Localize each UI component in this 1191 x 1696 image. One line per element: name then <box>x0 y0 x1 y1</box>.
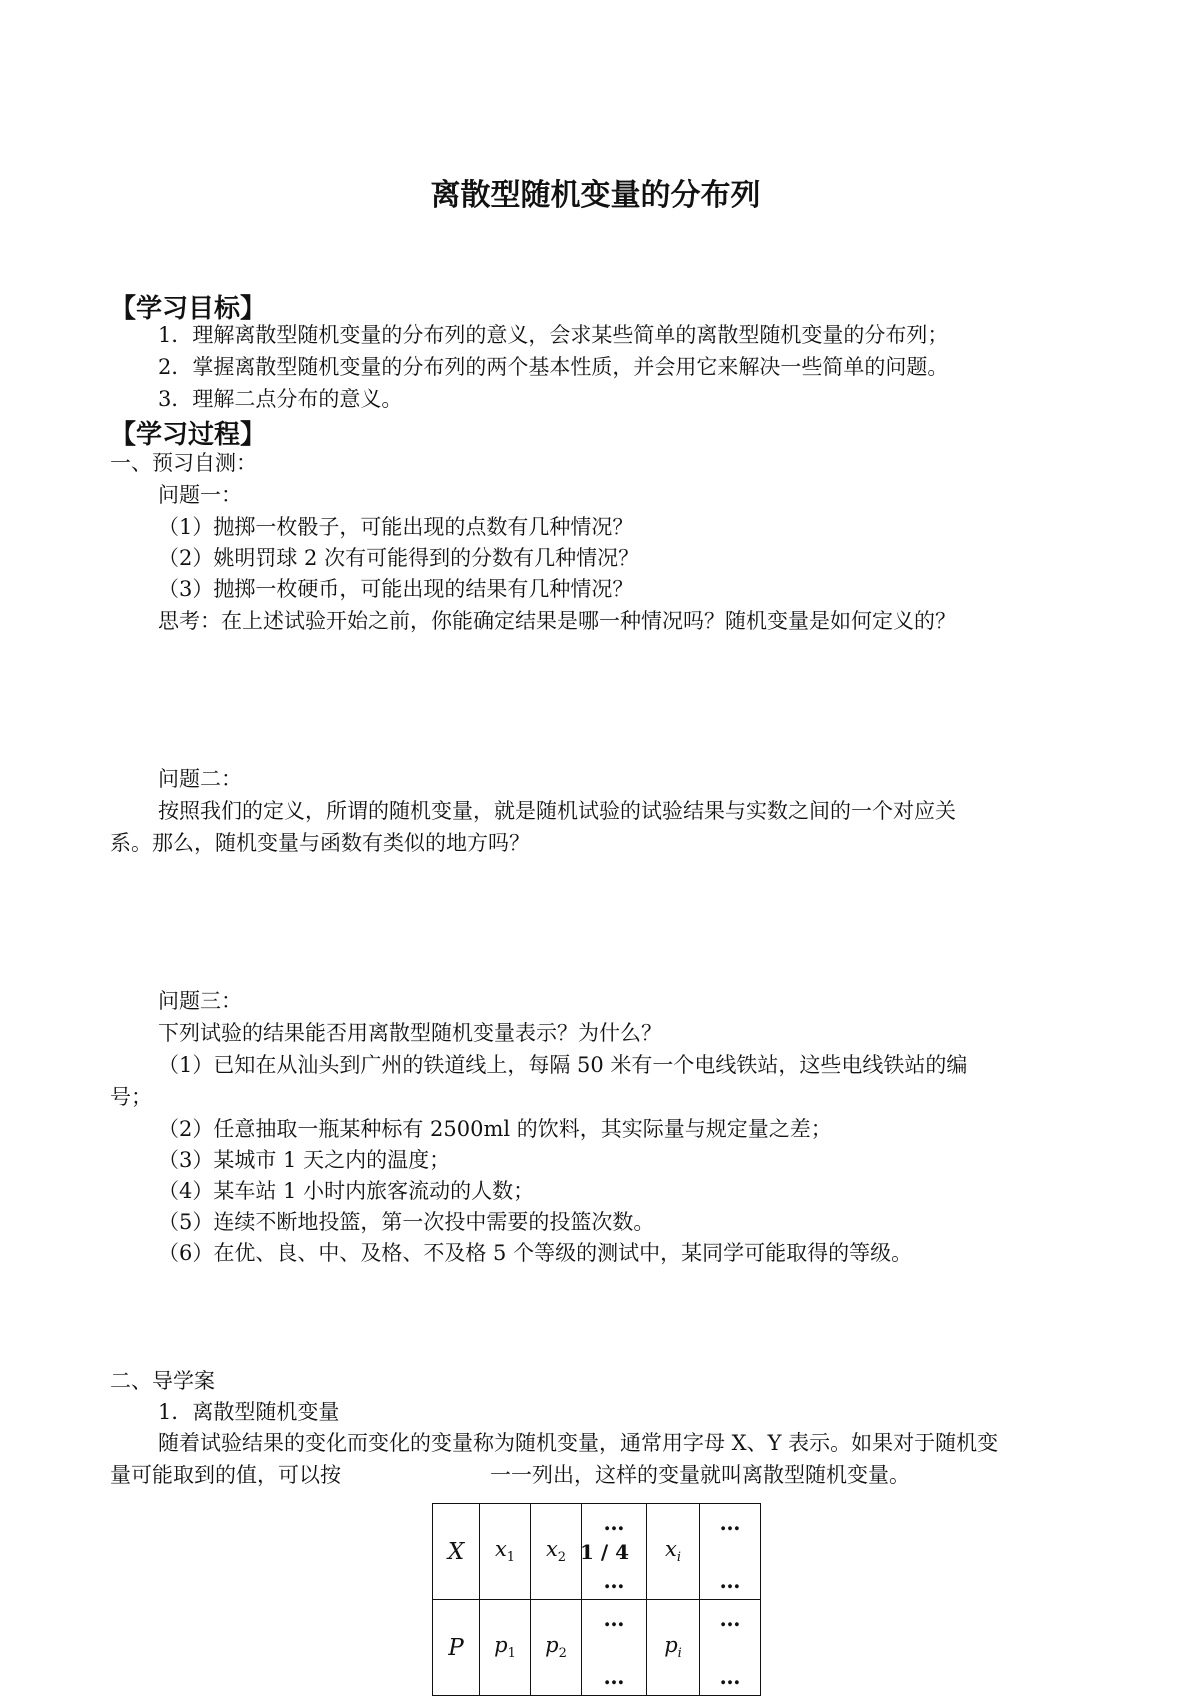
question-3-intro: 下列试验的结果能否用离散型随机变量表示？为什么？ <box>158 1021 662 1045</box>
cell-p2: $p_2$ <box>531 1600 582 1696</box>
question-1-item-3: （3）抛掷一枚硬币，可能出现的结果有几种情况？ <box>158 577 634 601</box>
guide-subheading: 1．离散型随机变量 <box>158 1400 340 1424</box>
page-title: 离散型随机变量的分布列 <box>430 178 761 213</box>
table-row-p <box>433 1600 761 1696</box>
question-3-item-5: （5）连续不断地投篮，第一次投中需要的投篮次数。 <box>158 1210 655 1234</box>
question-2-label: 问题二： <box>158 767 242 791</box>
cell-x1: $x_1$ <box>480 1504 531 1600</box>
question-1-item-1: （1）抛掷一枚骰子，可能出现的点数有几种情况？ <box>158 515 634 539</box>
question-1-think: 思考：在上述试验开始之前，你能确定结果是哪一种情况吗？随机变量是如何定义的？ <box>158 609 956 633</box>
question-2-line-2: 系。那么，随机变量与函数有类似的地方吗？ <box>110 831 530 855</box>
question-3-item-3: （3）某城市 1 天之内的温度； <box>158 1148 451 1172</box>
question-3-item-6: （6）在优、良、中、及格、不及格 5 个等级的测试中，某同学可能取得的等级。 <box>158 1241 913 1265</box>
guide-line-2-part-a: 量可能取到的值，可以按 <box>110 1463 341 1487</box>
objective-1: 1．理解离散型随机变量的分布列的意义，会求某些简单的离散型随机变量的分布列； <box>158 323 949 347</box>
cell-xi: $x_i$ <box>647 1504 700 1600</box>
question-3-item-4: （4）某车站 1 小时内旅客流动的人数； <box>158 1179 535 1203</box>
objectives-heading: 【学习目标】 <box>110 294 267 324</box>
cell-p1: $p_1$ <box>480 1600 531 1696</box>
guide-line-2-part-b: 一一列出，这样的变量就叫离散型随机变量。 <box>490 1463 910 1487</box>
objective-2: 2．掌握离散型随机变量的分布列的两个基本性质，并会用它来解决一些简单的问题。 <box>158 355 949 379</box>
cell-x-dots-2: … … <box>700 1504 761 1600</box>
cell-x-dots-1: … … <box>582 1504 647 1600</box>
question-2-line-1: 按照我们的定义，所谓的随机变量，就是随机试验的试验结果与实数之间的一个对应关 <box>158 799 956 823</box>
objective-3: 3．理解二点分布的意义。 <box>158 387 403 411</box>
question-3-item-2: （2）任意抽取一瓶某种标有 2500ml 的饮料，其实际量与规定量之差； <box>158 1117 832 1141</box>
question-1-label: 问题一： <box>158 483 242 507</box>
question-3-label: 问题三： <box>158 989 242 1013</box>
cell-x2: $x_2$ <box>531 1504 582 1600</box>
row-x-label: X <box>433 1504 480 1600</box>
cell-p-dots-2: … … <box>700 1600 761 1696</box>
question-3-item-1-line-2: 号； <box>110 1085 152 1109</box>
question-3-item-1-line-1: （1）已知在从汕头到广州的铁道线上，每隔 50 米有一个电线铁站，这些电线铁站的编 <box>158 1053 968 1077</box>
guide-heading: 二、导学案 <box>110 1369 215 1393</box>
guide-line-1: 随着试验结果的变化而变化的变量称为随机变量，通常用字母 X、Y 表示。如果对于随机变 <box>158 1431 999 1455</box>
process-heading: 【学习过程】 <box>110 420 267 450</box>
question-1-item-2: （2）姚明罚球 2 次有可能得到的分数有几种情况？ <box>158 546 640 570</box>
page-number: 1 / 4 <box>580 1540 630 1564</box>
row-p-label: P <box>433 1600 480 1696</box>
distribution-table <box>432 1503 761 1696</box>
preview-heading: 一、预习自测： <box>110 451 257 475</box>
cell-pi: $p_i$ <box>647 1600 700 1696</box>
cell-p-dots-1: … … <box>582 1600 647 1696</box>
